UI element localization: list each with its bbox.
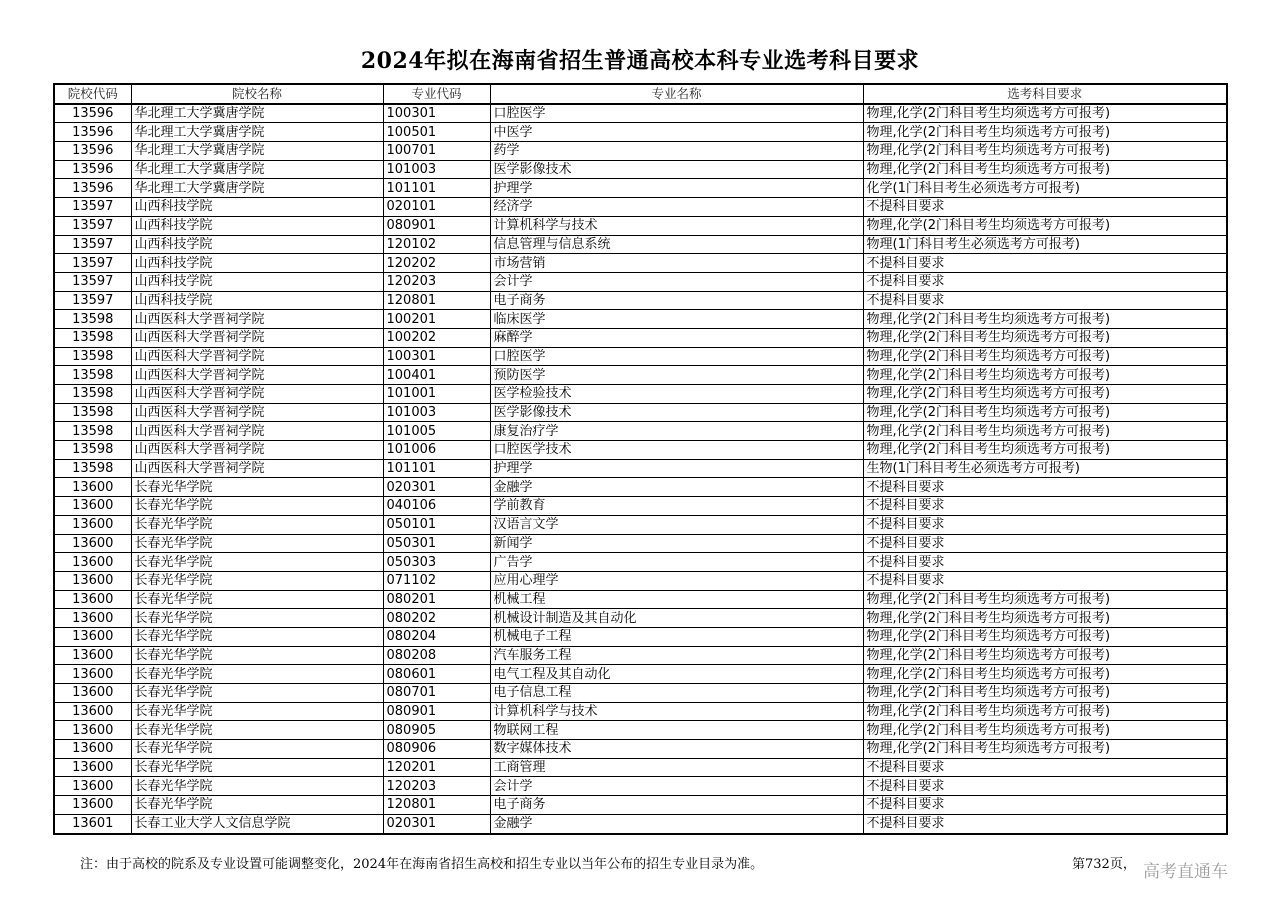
major-name-cell: 临床医学 xyxy=(490,310,863,329)
requirement-cell: 物理,化学(2门科目考生均须选考方可报考) xyxy=(863,160,1227,179)
requirement-cell: 物理,化学(2门科目考生均须选考方可报考) xyxy=(863,310,1227,329)
school-code-cell: 13600 xyxy=(54,609,131,628)
school-code-cell: 13598 xyxy=(54,403,131,422)
school-name-cell: 山西医科大学晋祠学院 xyxy=(131,459,383,478)
table-row xyxy=(54,254,1227,273)
school-code-cell: 13596 xyxy=(54,123,131,142)
major-name-cell: 数字媒体技术 xyxy=(490,740,863,759)
school-name-cell: 长春光华学院 xyxy=(131,684,383,703)
major-code-cell: 100401 xyxy=(383,366,490,385)
major-name-cell: 预防医学 xyxy=(490,366,863,385)
requirement-cell: 不提科目要求 xyxy=(863,515,1227,534)
major-code-cell: 120202 xyxy=(383,254,490,273)
major-code-cell: 080901 xyxy=(383,216,490,235)
school-name-cell: 华北理工大学冀唐学院 xyxy=(131,160,383,179)
school-code-cell: 13600 xyxy=(54,515,131,534)
major-code-cell: 050303 xyxy=(383,553,490,572)
major-name-cell: 机械电子工程 xyxy=(490,627,863,646)
school-name-cell: 长春工业大学人文信息学院 xyxy=(131,814,383,833)
school-name-cell: 长春光华学院 xyxy=(131,515,383,534)
school-code-cell: 13597 xyxy=(54,291,131,310)
page-number: 第732页， xyxy=(1072,857,1136,872)
table-row xyxy=(54,553,1227,572)
major-name-cell: 康复治疗学 xyxy=(490,422,863,441)
school-code-cell: 13597 xyxy=(54,272,131,291)
major-code-cell: 020301 xyxy=(383,478,490,497)
major-code-cell: 120102 xyxy=(383,235,490,254)
table-row xyxy=(54,777,1227,796)
school-name-cell: 山西医科大学晋祠学院 xyxy=(131,347,383,366)
major-name-cell: 机械设计制造及其自动化 xyxy=(490,609,863,628)
table-row xyxy=(54,515,1227,534)
table-row xyxy=(54,328,1227,347)
requirement-cell: 物理,化学(2门科目考生均须选考方可报考) xyxy=(863,721,1227,740)
requirement-cell: 物理,化学(2门科目考生均须选考方可报考) xyxy=(863,366,1227,385)
requirement-cell: 物理,化学(2门科目考生均须选考方可报考) xyxy=(863,123,1227,142)
school-name-cell: 山西科技学院 xyxy=(131,272,383,291)
school-code-cell: 13598 xyxy=(54,441,131,460)
major-name-cell: 电气工程及其自动化 xyxy=(490,665,863,684)
major-code-cell: 101003 xyxy=(383,160,490,179)
requirement-cell: 物理,化学(2门科目考生均须选考方可报考) xyxy=(863,665,1227,684)
requirement-cell: 物理,化学(2门科目考生均须选考方可报考) xyxy=(863,104,1227,123)
school-name-cell: 山西科技学院 xyxy=(131,216,383,235)
school-code-cell: 13596 xyxy=(54,104,131,123)
school-code-cell: 13597 xyxy=(54,198,131,217)
table-row xyxy=(54,609,1227,628)
requirements-table xyxy=(53,83,1228,835)
school-code-cell: 13598 xyxy=(54,347,131,366)
table-row xyxy=(54,366,1227,385)
major-name-cell: 口腔医学 xyxy=(490,104,863,123)
requirement-cell: 物理,化学(2门科目考生均须选考方可报考) xyxy=(863,609,1227,628)
major-name-cell: 应用心理学 xyxy=(490,571,863,590)
major-name-cell: 电子商务 xyxy=(490,796,863,815)
footer-note: 注：由于高校的院系及专业设置可能调整变化，2024年在海南省招生高校和招生专业以当年公布的招生专业目录为准。 xyxy=(80,857,764,872)
school-code-cell: 13596 xyxy=(54,160,131,179)
table-row xyxy=(54,310,1227,329)
table-row xyxy=(54,758,1227,777)
table-row xyxy=(54,627,1227,646)
school-code-cell: 13600 xyxy=(54,571,131,590)
requirement-cell: 物理,化学(2门科目考生均须选考方可报考) xyxy=(863,646,1227,665)
school-name-cell: 长春光华学院 xyxy=(131,534,383,553)
table-row xyxy=(54,665,1227,684)
header-major-code: 专业代码 xyxy=(383,84,490,104)
school-name-cell: 山西医科大学晋祠学院 xyxy=(131,385,383,404)
major-code-cell: 101101 xyxy=(383,459,490,478)
table-row xyxy=(54,216,1227,235)
school-code-cell: 13598 xyxy=(54,422,131,441)
school-code-cell: 13598 xyxy=(54,328,131,347)
table-row xyxy=(54,571,1227,590)
school-name-cell: 长春光华学院 xyxy=(131,646,383,665)
major-name-cell: 物联网工程 xyxy=(490,721,863,740)
requirement-cell: 不提科目要求 xyxy=(863,534,1227,553)
major-name-cell: 医学影像技术 xyxy=(490,403,863,422)
major-code-cell: 100201 xyxy=(383,310,490,329)
requirement-cell: 生物(1门科目考生必须选考方可报考) xyxy=(863,459,1227,478)
school-name-cell: 长春光华学院 xyxy=(131,497,383,516)
school-code-cell: 13598 xyxy=(54,366,131,385)
requirement-cell: 物理,化学(2门科目考生均须选考方可报考) xyxy=(863,590,1227,609)
major-code-cell: 120201 xyxy=(383,758,490,777)
major-code-cell: 120203 xyxy=(383,777,490,796)
major-name-cell: 护理学 xyxy=(490,179,863,198)
requirement-cell: 不提科目要求 xyxy=(863,796,1227,815)
header-school-name: 院校名称 xyxy=(131,84,383,104)
table-row xyxy=(54,478,1227,497)
major-name-cell: 医学检验技术 xyxy=(490,385,863,404)
school-code-cell: 13600 xyxy=(54,478,131,497)
major-name-cell: 汉语言文学 xyxy=(490,515,863,534)
school-name-cell: 长春光华学院 xyxy=(131,777,383,796)
school-name-cell: 长春光华学院 xyxy=(131,553,383,572)
school-name-cell: 长春光华学院 xyxy=(131,665,383,684)
school-name-cell: 长春光华学院 xyxy=(131,758,383,777)
table-row xyxy=(54,235,1227,254)
major-name-cell: 中医学 xyxy=(490,123,863,142)
school-name-cell: 长春光华学院 xyxy=(131,627,383,646)
school-code-cell: 13600 xyxy=(54,796,131,815)
major-code-cell: 101003 xyxy=(383,403,490,422)
school-name-cell: 山西科技学院 xyxy=(131,254,383,273)
major-code-cell: 020101 xyxy=(383,198,490,217)
requirement-cell: 物理,化学(2门科目考生均须选考方可报考) xyxy=(863,702,1227,721)
header-school-code: 院校代码 xyxy=(54,84,131,104)
table-row xyxy=(54,160,1227,179)
major-code-cell: 080905 xyxy=(383,721,490,740)
major-name-cell: 口腔医学 xyxy=(490,347,863,366)
requirement-cell: 不提科目要求 xyxy=(863,254,1227,273)
requirement-cell: 物理,化学(2门科目考生均须选考方可报考) xyxy=(863,441,1227,460)
major-code-cell: 100202 xyxy=(383,328,490,347)
major-name-cell: 新闻学 xyxy=(490,534,863,553)
major-code-cell: 080701 xyxy=(383,684,490,703)
requirement-cell: 不提科目要求 xyxy=(863,777,1227,796)
school-name-cell: 长春光华学院 xyxy=(131,702,383,721)
table-row xyxy=(54,104,1227,123)
table-row xyxy=(54,814,1227,833)
major-name-cell: 金融学 xyxy=(490,478,863,497)
requirement-cell: 物理,化学(2门科目考生均须选考方可报考) xyxy=(863,627,1227,646)
major-name-cell: 市场营销 xyxy=(490,254,863,273)
table-row xyxy=(54,179,1227,198)
requirement-cell: 不提科目要求 xyxy=(863,814,1227,833)
major-code-cell: 120801 xyxy=(383,796,490,815)
major-name-cell: 信息管理与信息系统 xyxy=(490,235,863,254)
major-name-cell: 学前教育 xyxy=(490,497,863,516)
requirement-cell: 不提科目要求 xyxy=(863,758,1227,777)
requirement-cell: 物理,化学(2门科目考生均须选考方可报考) xyxy=(863,328,1227,347)
major-code-cell: 101006 xyxy=(383,441,490,460)
major-code-cell: 080906 xyxy=(383,740,490,759)
school-name-cell: 长春光华学院 xyxy=(131,590,383,609)
major-name-cell: 麻醉学 xyxy=(490,328,863,347)
requirement-cell: 物理(1门科目考生必须选考方可报考) xyxy=(863,235,1227,254)
table-row xyxy=(54,497,1227,516)
major-code-cell: 100301 xyxy=(383,347,490,366)
requirement-cell: 物理,化学(2门科目考生均须选考方可报考) xyxy=(863,347,1227,366)
major-code-cell: 050101 xyxy=(383,515,490,534)
school-code-cell: 13597 xyxy=(54,254,131,273)
major-code-cell: 101001 xyxy=(383,385,490,404)
requirement-cell: 物理,化学(2门科目考生均须选考方可报考) xyxy=(863,740,1227,759)
school-code-cell: 13600 xyxy=(54,758,131,777)
school-name-cell: 华北理工大学冀唐学院 xyxy=(131,142,383,161)
requirement-cell: 不提科目要求 xyxy=(863,571,1227,590)
school-name-cell: 华北理工大学冀唐学院 xyxy=(131,179,383,198)
major-code-cell: 100701 xyxy=(383,142,490,161)
major-code-cell: 101101 xyxy=(383,179,490,198)
school-name-cell: 山西医科大学晋祠学院 xyxy=(131,422,383,441)
table-row xyxy=(54,123,1227,142)
major-name-cell: 护理学 xyxy=(490,459,863,478)
major-name-cell: 计算机科学与技术 xyxy=(490,702,863,721)
school-code-cell: 13597 xyxy=(54,235,131,254)
school-code-cell: 13600 xyxy=(54,665,131,684)
table-row xyxy=(54,721,1227,740)
school-code-cell: 13600 xyxy=(54,627,131,646)
table-row xyxy=(54,796,1227,815)
school-name-cell: 山西科技学院 xyxy=(131,291,383,310)
table-body xyxy=(54,104,1227,834)
table-row xyxy=(54,272,1227,291)
major-code-cell: 080204 xyxy=(383,627,490,646)
table-row xyxy=(54,291,1227,310)
requirement-cell: 物理,化学(2门科目考生均须选考方可报考) xyxy=(863,385,1227,404)
major-name-cell: 经济学 xyxy=(490,198,863,217)
header-major-name: 专业名称 xyxy=(490,84,863,104)
table-row xyxy=(54,702,1227,721)
school-name-cell: 长春光华学院 xyxy=(131,796,383,815)
school-code-cell: 13601 xyxy=(54,814,131,833)
major-name-cell: 工商管理 xyxy=(490,758,863,777)
school-code-cell: 13600 xyxy=(54,777,131,796)
major-code-cell: 040106 xyxy=(383,497,490,516)
table-row xyxy=(54,459,1227,478)
major-code-cell: 071102 xyxy=(383,571,490,590)
school-code-cell: 13600 xyxy=(54,684,131,703)
major-name-cell: 电子信息工程 xyxy=(490,684,863,703)
school-name-cell: 山西医科大学晋祠学院 xyxy=(131,366,383,385)
major-code-cell: 080202 xyxy=(383,609,490,628)
school-name-cell: 华北理工大学冀唐学院 xyxy=(131,104,383,123)
school-name-cell: 山西医科大学晋祠学院 xyxy=(131,403,383,422)
table-row xyxy=(54,422,1227,441)
table-row xyxy=(54,403,1227,422)
major-name-cell: 电子商务 xyxy=(490,291,863,310)
major-name-cell: 会计学 xyxy=(490,272,863,291)
major-code-cell: 050301 xyxy=(383,534,490,553)
school-code-cell: 13600 xyxy=(54,721,131,740)
table-row xyxy=(54,590,1227,609)
school-name-cell: 长春光华学院 xyxy=(131,740,383,759)
school-code-cell: 13598 xyxy=(54,459,131,478)
school-code-cell: 13598 xyxy=(54,385,131,404)
school-code-cell: 13597 xyxy=(54,216,131,235)
school-name-cell: 山西医科大学晋祠学院 xyxy=(131,310,383,329)
school-name-cell: 山西科技学院 xyxy=(131,235,383,254)
requirement-cell: 物理,化学(2门科目考生均须选考方可报考) xyxy=(863,684,1227,703)
requirement-cell: 不提科目要求 xyxy=(863,497,1227,516)
table-row xyxy=(54,684,1227,703)
requirement-cell: 物理,化学(2门科目考生均须选考方可报考) xyxy=(863,142,1227,161)
school-name-cell: 长春光华学院 xyxy=(131,571,383,590)
school-name-cell: 长春光华学院 xyxy=(131,609,383,628)
watermark: 高考直通车 xyxy=(1143,862,1228,882)
school-name-cell: 长春光华学院 xyxy=(131,478,383,497)
school-name-cell: 山西医科大学晋祠学院 xyxy=(131,328,383,347)
school-name-cell: 长春光华学院 xyxy=(131,721,383,740)
school-code-cell: 13600 xyxy=(54,534,131,553)
table-row xyxy=(54,385,1227,404)
school-code-cell: 13600 xyxy=(54,553,131,572)
requirement-cell: 物理,化学(2门科目考生均须选考方可报考) xyxy=(863,422,1227,441)
requirement-cell: 不提科目要求 xyxy=(863,291,1227,310)
major-name-cell: 金融学 xyxy=(490,814,863,833)
school-code-cell: 13600 xyxy=(54,590,131,609)
requirement-cell: 不提科目要求 xyxy=(863,478,1227,497)
major-code-cell: 101005 xyxy=(383,422,490,441)
requirement-cell: 物理,化学(2门科目考生均须选考方可报考) xyxy=(863,403,1227,422)
table-row xyxy=(54,740,1227,759)
school-name-cell: 华北理工大学冀唐学院 xyxy=(131,123,383,142)
requirement-cell: 物理,化学(2门科目考生均须选考方可报考) xyxy=(863,216,1227,235)
school-code-cell: 13598 xyxy=(54,310,131,329)
major-name-cell: 机械工程 xyxy=(490,590,863,609)
major-code-cell: 080901 xyxy=(383,702,490,721)
school-code-cell: 13596 xyxy=(54,142,131,161)
major-name-cell: 会计学 xyxy=(490,777,863,796)
school-code-cell: 13600 xyxy=(54,740,131,759)
school-code-cell: 13600 xyxy=(54,646,131,665)
table-row xyxy=(54,441,1227,460)
major-name-cell: 计算机科学与技术 xyxy=(490,216,863,235)
major-name-cell: 药学 xyxy=(490,142,863,161)
header-requirement: 选考科目要求 xyxy=(863,84,1227,104)
major-code-cell: 120203 xyxy=(383,272,490,291)
major-code-cell: 080208 xyxy=(383,646,490,665)
table-header-row xyxy=(54,84,1227,104)
major-code-cell: 080601 xyxy=(383,665,490,684)
major-name-cell: 广告学 xyxy=(490,553,863,572)
major-name-cell: 医学影像技术 xyxy=(490,160,863,179)
requirement-cell: 化学(1门科目考生必须选考方可报考) xyxy=(863,179,1227,198)
major-code-cell: 020301 xyxy=(383,814,490,833)
page-title: 2024年拟在海南省招生普通高校本科专业选考科目要求 xyxy=(360,48,920,74)
table-row xyxy=(54,142,1227,161)
major-name-cell: 口腔医学技术 xyxy=(490,441,863,460)
requirement-cell: 不提科目要求 xyxy=(863,198,1227,217)
table-row xyxy=(54,646,1227,665)
school-code-cell: 13600 xyxy=(54,702,131,721)
requirement-cell: 不提科目要求 xyxy=(863,553,1227,572)
table-row xyxy=(54,347,1227,366)
major-code-cell: 100301 xyxy=(383,104,490,123)
table-row xyxy=(54,198,1227,217)
major-code-cell: 080201 xyxy=(383,590,490,609)
table-row xyxy=(54,534,1227,553)
school-code-cell: 13600 xyxy=(54,497,131,516)
major-code-cell: 100501 xyxy=(383,123,490,142)
school-name-cell: 山西科技学院 xyxy=(131,198,383,217)
major-code-cell: 120801 xyxy=(383,291,490,310)
school-name-cell: 山西医科大学晋祠学院 xyxy=(131,441,383,460)
major-name-cell: 汽车服务工程 xyxy=(490,646,863,665)
school-code-cell: 13596 xyxy=(54,179,131,198)
requirement-cell: 不提科目要求 xyxy=(863,272,1227,291)
